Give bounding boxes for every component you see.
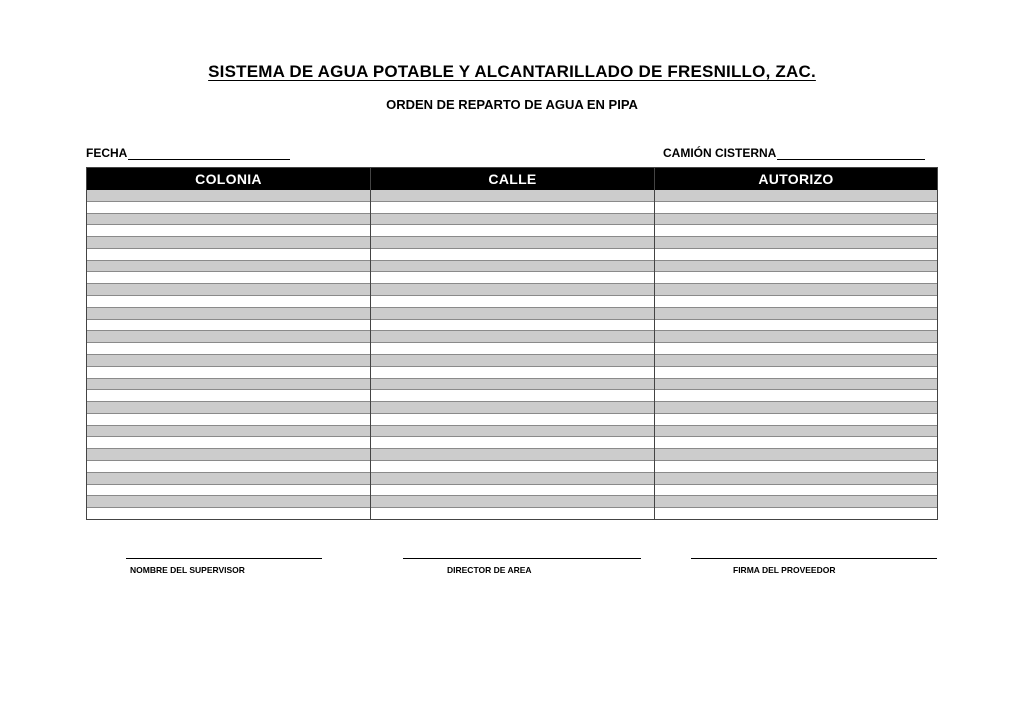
table-row-cell[interactable] — [87, 485, 370, 497]
table-row-cell[interactable] — [655, 284, 937, 296]
table-row-cell[interactable] — [371, 402, 654, 414]
table-row-cell[interactable] — [87, 414, 370, 426]
table-row-cell[interactable] — [655, 261, 937, 273]
table-row-cell[interactable] — [655, 272, 937, 284]
table-row-cell[interactable] — [87, 320, 370, 332]
table-row-cell[interactable] — [87, 402, 370, 414]
table-row-cell[interactable] — [371, 320, 654, 332]
column-rows-calle — [371, 190, 654, 519]
table-row-cell[interactable] — [655, 485, 937, 497]
table-row-cell[interactable] — [371, 214, 654, 226]
column-header-calle: CALLE — [371, 168, 654, 190]
table-row-cell[interactable] — [87, 284, 370, 296]
table-row-cell[interactable] — [655, 390, 937, 402]
document-title-text: SISTEMA DE AGUA POTABLE Y ALCANTARILLADO DE FRESNILLO, ZAC. — [208, 62, 816, 81]
table-row-cell[interactable] — [87, 343, 370, 355]
table-row-cell[interactable] — [655, 308, 937, 320]
table-row-cell[interactable] — [655, 355, 937, 367]
table-row-cell[interactable] — [655, 402, 937, 414]
table-row-cell[interactable] — [371, 508, 654, 519]
table-row-cell[interactable] — [655, 249, 937, 261]
table-row-cell[interactable] — [371, 485, 654, 497]
table-row-cell[interactable] — [87, 261, 370, 273]
table-row-cell[interactable] — [87, 308, 370, 320]
table-row-cell[interactable] — [655, 214, 937, 226]
signature-label-supervisor: NOMBRE DEL SUPERVISOR — [130, 565, 245, 575]
table-row-cell[interactable] — [371, 261, 654, 273]
column-colonia — [87, 168, 371, 519]
table-row-cell[interactable] — [371, 367, 654, 379]
signature-line[interactable] — [691, 558, 937, 565]
table-row-cell[interactable] — [87, 190, 370, 202]
table-row-cell[interactable] — [371, 190, 654, 202]
table-row-cell[interactable] — [371, 414, 654, 426]
table-row-cell[interactable] — [655, 190, 937, 202]
camion-cisterna-field[interactable] — [663, 146, 925, 160]
document-title — [0, 62, 1024, 82]
table-row-cell[interactable] — [371, 449, 654, 461]
fecha-label: FECHA — [86, 146, 128, 160]
table-row-cell[interactable] — [655, 449, 937, 461]
column-header-autorizo: AUTORIZO — [655, 168, 937, 190]
table-row-cell[interactable] — [655, 367, 937, 379]
table-row-cell[interactable] — [371, 284, 654, 296]
column-calle — [371, 168, 655, 519]
signature-label-director: DIRECTOR DE AREA — [447, 565, 532, 575]
table-row-cell[interactable] — [87, 202, 370, 214]
table-row-cell[interactable] — [87, 508, 370, 519]
table-row-cell[interactable] — [87, 473, 370, 485]
table-row-cell[interactable] — [87, 426, 370, 438]
table-row-cell[interactable] — [87, 249, 370, 261]
fecha-blank-line[interactable] — [128, 147, 290, 160]
table-row-cell[interactable] — [655, 496, 937, 508]
table-row-cell[interactable] — [371, 308, 654, 320]
table-row-cell[interactable] — [87, 461, 370, 473]
table-row-cell[interactable] — [371, 390, 654, 402]
camion-cisterna-label: CAMIÓN CISTERNA — [663, 146, 777, 160]
table-row-cell[interactable] — [371, 343, 654, 355]
signature-line[interactable] — [126, 558, 322, 565]
table-row-cell[interactable] — [87, 237, 370, 249]
table-row-cell[interactable] — [371, 461, 654, 473]
signature-director[interactable] — [403, 558, 641, 575]
table-row-cell[interactable] — [371, 249, 654, 261]
table-row-cell[interactable] — [655, 225, 937, 237]
table-row-cell[interactable] — [655, 414, 937, 426]
column-header-colonia: COLONIA — [87, 168, 370, 190]
table-row-cell[interactable] — [655, 508, 937, 519]
table-row-cell[interactable] — [655, 237, 937, 249]
table-row-cell[interactable] — [655, 379, 937, 391]
column-rows-colonia — [87, 190, 370, 519]
signature-proveedor[interactable] — [691, 558, 937, 575]
table-row-cell[interactable] — [87, 449, 370, 461]
signature-supervisor[interactable] — [126, 558, 322, 575]
signature-label-proveedor: FIRMA DEL PROVEEDOR — [733, 565, 836, 575]
signature-line[interactable] — [403, 558, 641, 565]
table-row-cell[interactable] — [87, 367, 370, 379]
table-row-cell[interactable] — [655, 296, 937, 308]
table-row-cell[interactable] — [87, 272, 370, 284]
column-autorizo — [655, 168, 937, 519]
table-row-cell[interactable] — [371, 296, 654, 308]
table-row-cell[interactable] — [87, 379, 370, 391]
table-row-cell[interactable] — [87, 225, 370, 237]
table-row-cell[interactable] — [371, 331, 654, 343]
table-row-cell[interactable] — [655, 331, 937, 343]
table-row-cell[interactable] — [371, 473, 654, 485]
table-row-cell[interactable] — [87, 331, 370, 343]
table-row-cell[interactable] — [87, 496, 370, 508]
table-row-cell[interactable] — [87, 296, 370, 308]
table-row-cell[interactable] — [371, 426, 654, 438]
table-row-cell[interactable] — [371, 496, 654, 508]
table-row-cell[interactable] — [655, 437, 937, 449]
table-row-cell[interactable] — [371, 437, 654, 449]
table-row-cell[interactable] — [371, 225, 654, 237]
column-rows-autorizo — [655, 190, 937, 519]
table-row-cell[interactable] — [655, 202, 937, 214]
fecha-field[interactable] — [86, 146, 290, 160]
table-row-cell[interactable] — [655, 343, 937, 355]
document-subtitle: ORDEN DE REPARTO DE AGUA EN PIPA — [386, 97, 638, 112]
table-row-cell[interactable] — [87, 355, 370, 367]
table-row-cell[interactable] — [655, 426, 937, 438]
camion-cisterna-blank-line[interactable] — [777, 147, 925, 160]
table-row-cell[interactable] — [371, 272, 654, 284]
table-row-cell[interactable] — [371, 379, 654, 391]
table-row-cell[interactable] — [87, 437, 370, 449]
table-row-cell[interactable] — [655, 320, 937, 332]
table-row-cell[interactable] — [371, 355, 654, 367]
table-row-cell[interactable] — [655, 461, 937, 473]
table-row-cell[interactable] — [371, 202, 654, 214]
table-row-cell[interactable] — [371, 237, 654, 249]
delivery-table — [86, 167, 938, 520]
table-row-cell[interactable] — [655, 473, 937, 485]
table-row-cell[interactable] — [87, 214, 370, 226]
table-row-cell[interactable] — [87, 390, 370, 402]
